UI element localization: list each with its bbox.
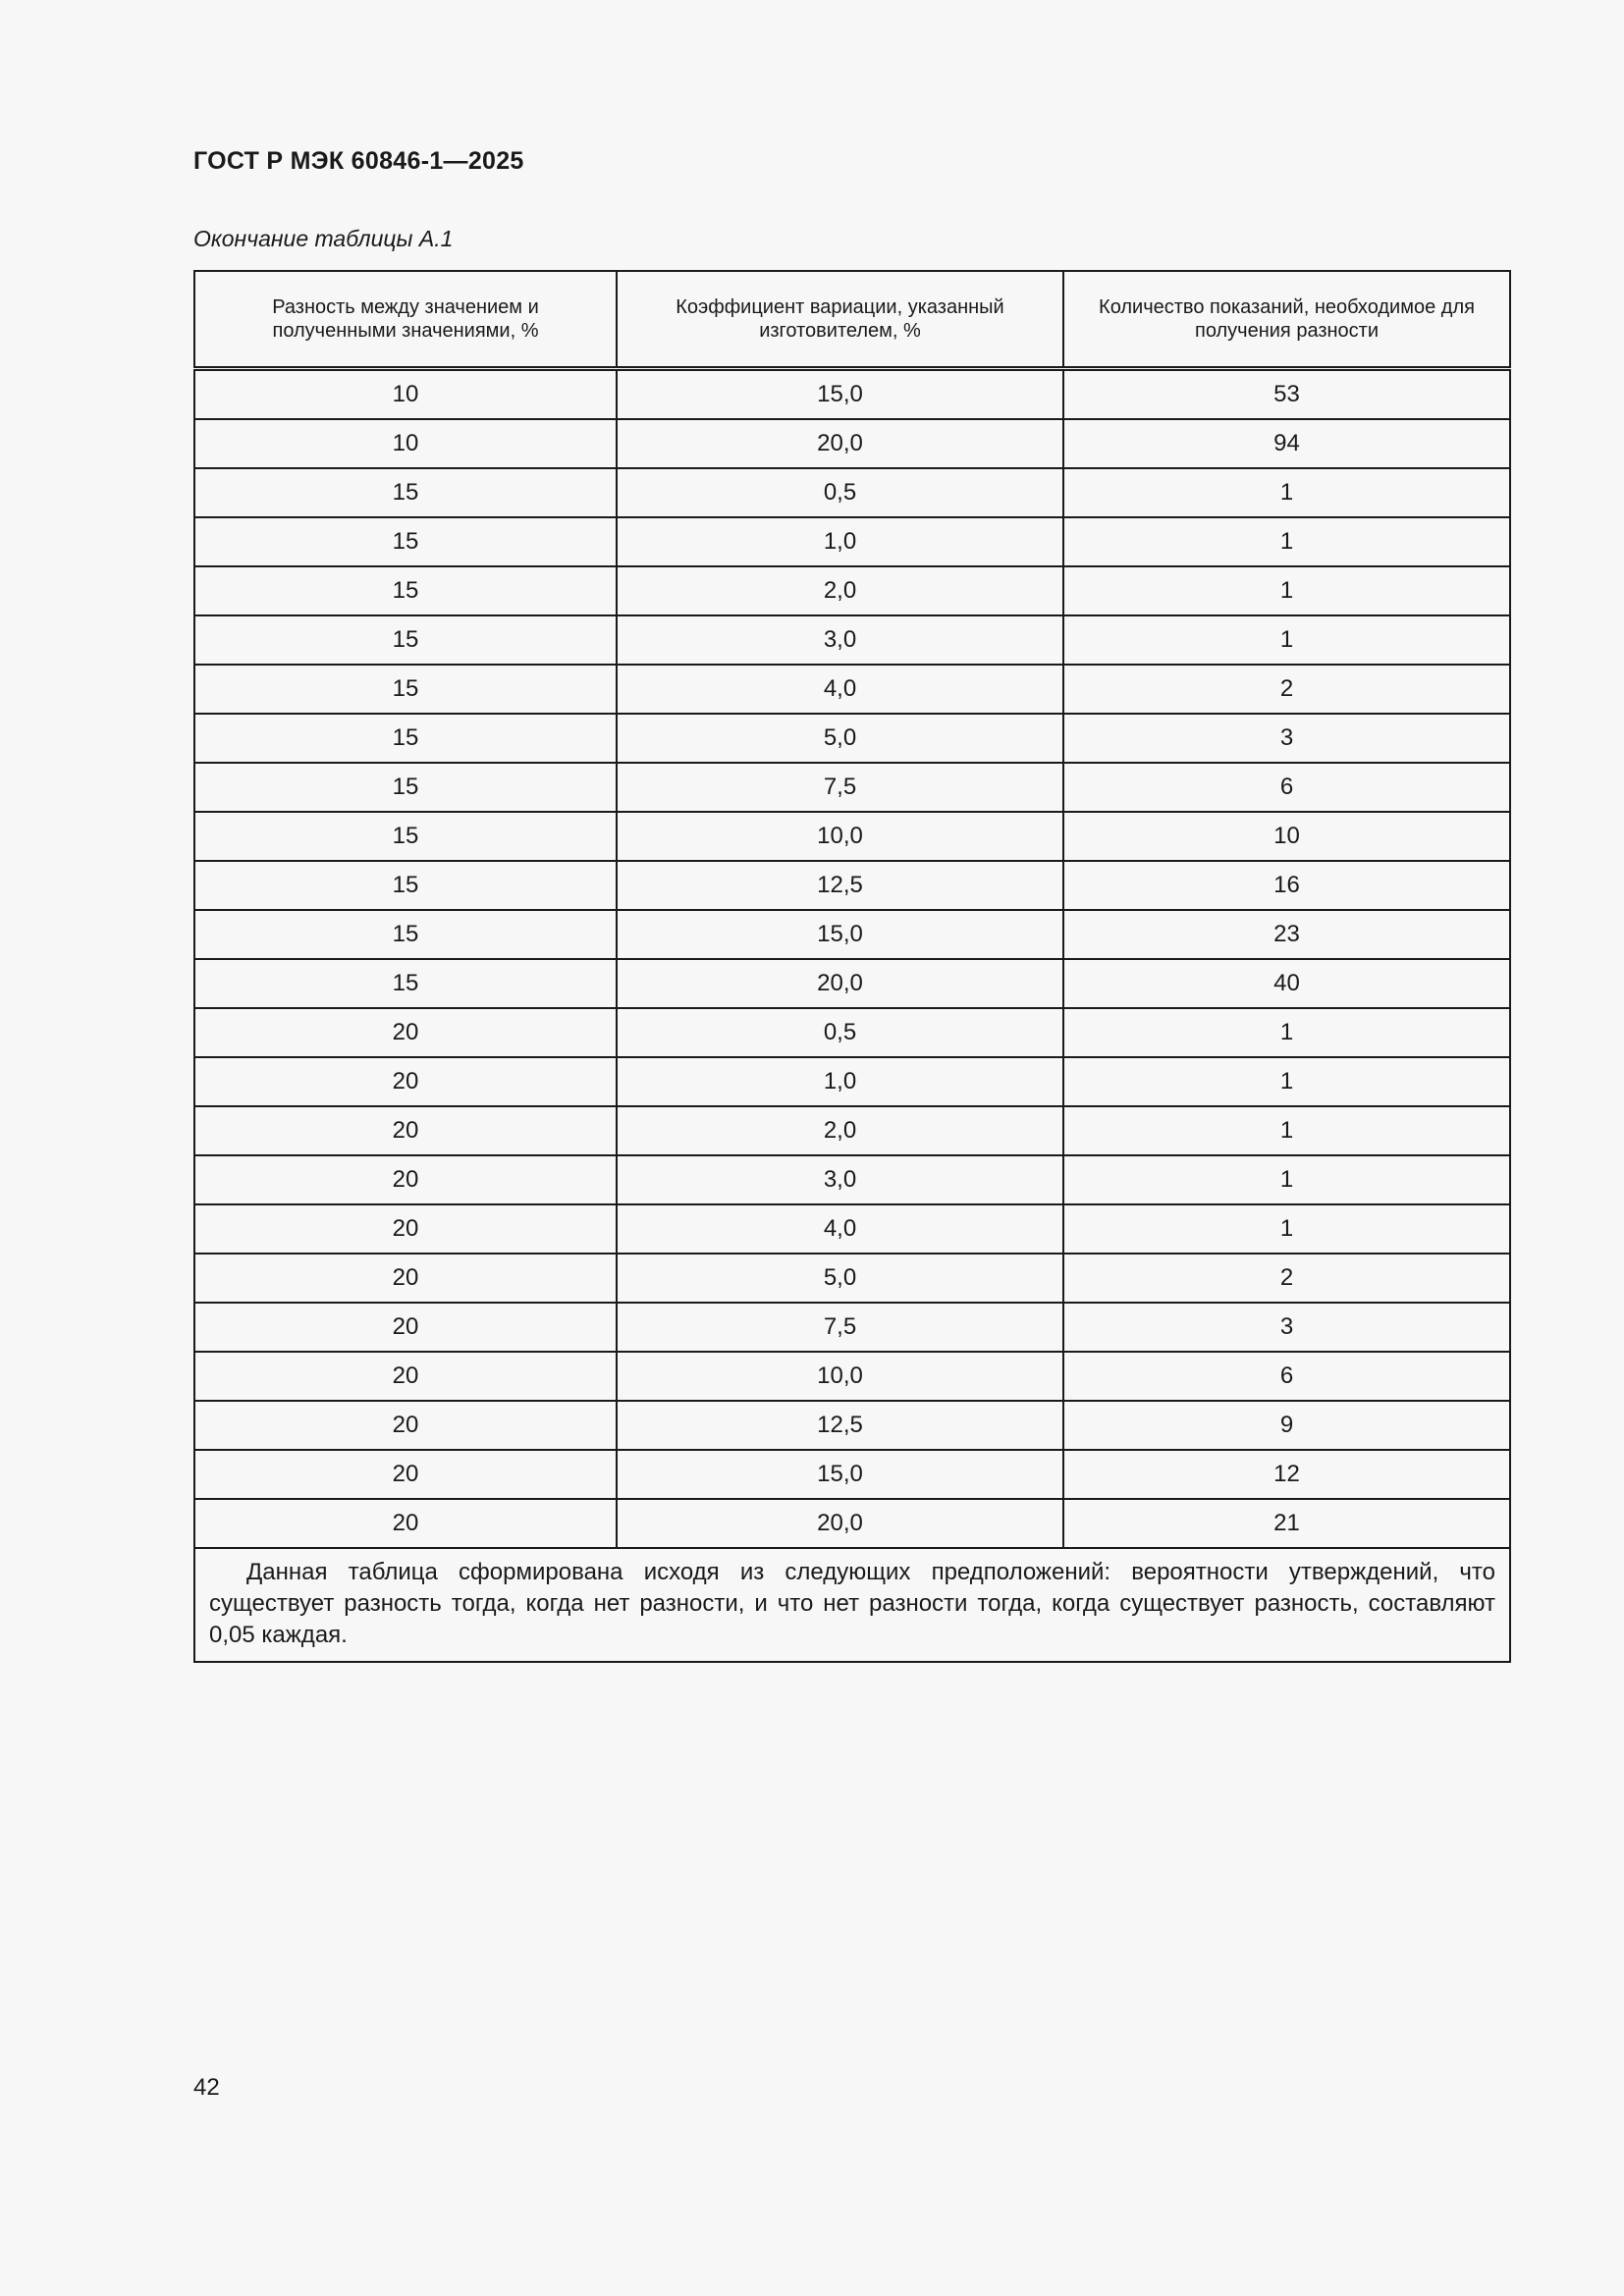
cell-difference: 15 (194, 468, 617, 517)
cell-variation: 12,5 (617, 1401, 1063, 1450)
cell-readings: 2 (1063, 665, 1510, 714)
table-row (194, 1450, 1510, 1499)
cell-readings: 1 (1063, 566, 1510, 615)
cell-readings: 6 (1063, 763, 1510, 812)
cell-readings: 3 (1063, 1303, 1510, 1352)
cell-readings: 23 (1063, 910, 1510, 959)
table-row (194, 369, 1510, 420)
column-header-variation-coefficient: Коэффициент вариации, указанный изготовителем, % (617, 271, 1063, 369)
cell-variation: 2,0 (617, 1106, 1063, 1155)
cell-difference: 20 (194, 1450, 617, 1499)
cell-readings: 6 (1063, 1352, 1510, 1401)
cell-difference: 20 (194, 1499, 617, 1548)
cell-difference: 20 (194, 1155, 617, 1204)
cell-variation: 4,0 (617, 1204, 1063, 1254)
data-table (193, 270, 1511, 1663)
cell-variation: 20,0 (617, 959, 1063, 1008)
cell-readings: 9 (1063, 1401, 1510, 1450)
cell-difference: 20 (194, 1401, 617, 1450)
column-header-difference: Разность между значением и полученными значениями, % (194, 271, 617, 369)
cell-variation: 20,0 (617, 1499, 1063, 1548)
table-row (194, 665, 1510, 714)
table-row (194, 1401, 1510, 1450)
table-row (194, 714, 1510, 763)
cell-readings: 1 (1063, 517, 1510, 566)
table-note: Данная таблица сформирована исходя из следующих предположений: вероятности утверждений, что существует разность тогда, когда нет разности, и что нет разности тогда, когда существует разность, составляют 0,05 каждая. (194, 1548, 1510, 1662)
column-header-readings-count: Количество показаний, необходимое для получения разности (1063, 271, 1510, 369)
cell-readings: 16 (1063, 861, 1510, 910)
table-row (194, 1499, 1510, 1548)
cell-variation: 1,0 (617, 1057, 1063, 1106)
cell-variation: 5,0 (617, 1254, 1063, 1303)
cell-difference: 20 (194, 1254, 617, 1303)
table-row (194, 615, 1510, 665)
cell-difference: 20 (194, 1204, 617, 1254)
cell-difference: 15 (194, 910, 617, 959)
cell-difference: 20 (194, 1008, 617, 1057)
cell-difference: 20 (194, 1057, 617, 1106)
cell-variation: 15,0 (617, 910, 1063, 959)
cell-variation: 1,0 (617, 517, 1063, 566)
cell-variation: 4,0 (617, 665, 1063, 714)
header-row (194, 271, 1510, 369)
table-row (194, 1204, 1510, 1254)
table-row (194, 763, 1510, 812)
cell-difference: 15 (194, 763, 617, 812)
cell-readings: 10 (1063, 812, 1510, 861)
cell-variation: 2,0 (617, 566, 1063, 615)
cell-difference: 15 (194, 566, 617, 615)
cell-variation: 15,0 (617, 1450, 1063, 1499)
cell-difference: 20 (194, 1106, 617, 1155)
cell-variation: 12,5 (617, 861, 1063, 910)
cell-difference: 20 (194, 1352, 617, 1401)
cell-difference: 15 (194, 665, 617, 714)
table-row (194, 468, 1510, 517)
cell-difference: 20 (194, 1303, 617, 1352)
table-header (194, 271, 1510, 369)
table-row (194, 861, 1510, 910)
cell-readings: 1 (1063, 1008, 1510, 1057)
cell-readings: 12 (1063, 1450, 1510, 1499)
table-body (194, 369, 1510, 1663)
cell-difference: 15 (194, 615, 617, 665)
cell-variation: 7,5 (617, 763, 1063, 812)
table-row (194, 1352, 1510, 1401)
cell-variation: 10,0 (617, 1352, 1063, 1401)
cell-difference: 10 (194, 419, 617, 468)
cell-variation: 0,5 (617, 468, 1063, 517)
table-row (194, 517, 1510, 566)
cell-readings: 2 (1063, 1254, 1510, 1303)
table-row (194, 1155, 1510, 1204)
cell-readings: 40 (1063, 959, 1510, 1008)
cell-readings: 21 (1063, 1499, 1510, 1548)
cell-variation: 3,0 (617, 615, 1063, 665)
cell-readings: 1 (1063, 1057, 1510, 1106)
cell-difference: 15 (194, 517, 617, 566)
cell-difference: 15 (194, 812, 617, 861)
cell-readings: 1 (1063, 468, 1510, 517)
cell-variation: 5,0 (617, 714, 1063, 763)
table-row (194, 1106, 1510, 1155)
table-row (194, 1008, 1510, 1057)
document-header: ГОСТ Р МЭК 60846-1—2025 (193, 147, 524, 175)
cell-difference: 15 (194, 714, 617, 763)
cell-readings: 1 (1063, 1204, 1510, 1254)
table-row (194, 910, 1510, 959)
cell-difference: 15 (194, 959, 617, 1008)
table-row (194, 959, 1510, 1008)
cell-readings: 1 (1063, 615, 1510, 665)
table-row (194, 1254, 1510, 1303)
cell-variation: 0,5 (617, 1008, 1063, 1057)
cell-variation: 3,0 (617, 1155, 1063, 1204)
table-row (194, 1303, 1510, 1352)
table-row (194, 419, 1510, 468)
cell-difference: 15 (194, 861, 617, 910)
cell-readings: 94 (1063, 419, 1510, 468)
table-row (194, 812, 1510, 861)
table-caption: Окончание таблицы А.1 (193, 226, 454, 251)
note-row (194, 1548, 1510, 1662)
cell-variation: 20,0 (617, 419, 1063, 468)
cell-readings: 1 (1063, 1106, 1510, 1155)
page-number: 42 (193, 2074, 220, 2101)
cell-readings: 1 (1063, 1155, 1510, 1204)
cell-readings: 53 (1063, 369, 1510, 420)
cell-variation: 7,5 (617, 1303, 1063, 1352)
cell-readings: 3 (1063, 714, 1510, 763)
cell-variation: 15,0 (617, 369, 1063, 420)
table-row (194, 566, 1510, 615)
cell-variation: 10,0 (617, 812, 1063, 861)
cell-difference: 10 (194, 369, 617, 420)
table-row (194, 1057, 1510, 1106)
